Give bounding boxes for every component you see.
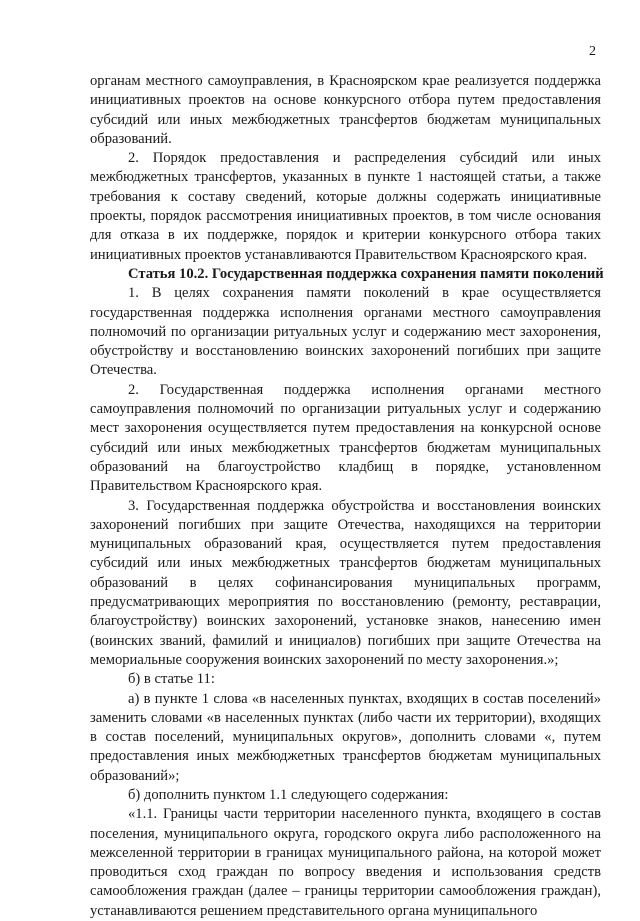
amendment-b-a: а) в пункте 1 слова «в населенных пунктах, входящих в состав поселений» заменить словами «в населенных пунктах (либо части их территории), входящих в состав поселений, муниципальных округов», дополнить словами «, путем предоставления иных межбюджетных трансфертов бюджетам муниципальных образований»; [90,690,601,784]
paragraph-item-2: 2. Порядок предоставления и распределения субсидий или иных межбюджетных трансфертов, указанных в пункте 1 настоящей статьи, а также требования к составу сведений, которые должны содержать инициативные проекты, порядок рассмотрения инициативных проектов, в том числе основания для отказа в их поддержке, порядок и критерии конкурсного отбора таких инициативных проектов устанавливаются Правительством Красноярского края. [90,150,601,263]
document-body [90,72,604,921]
article-paragraph-3: 3. Государственная поддержка обустройства и восстановления воинских захоронений погибших при защите Отечества, находящихся на территории муниципальных образований края, осуществляется путем предоставления субсидий или иных межбюджетных трансфертов бюджетам муниципальных образований в целях софинансирования муниципальных программ, предусматривающих мероприятия по восстановлению (ремонту, реставрации, благоустройству) воинских захоронений, установке знаков, нанесению имен (воинских званий, фамилий и инициалов) погибших при защите Отечества на мемориальные сооружения воинских захоронений по месту захоронения.»; [90,497,601,668]
quote-paragraph-1-1: «1.1. Границы части территории населенного пункта, входящего в состав поселения, муниципального округа, городского округа либо расположенного на межселенной территории в границах муниципального района, на которой может проводиться сход граждан по вопросу введения и использования средств самообложения граждан (далее – границы территории самообложения граждан), устанавливаются решением представительного органа муниципального [90,806,601,919]
article-paragraph-1: 1. В целях сохранения памяти поколений в крае осуществляется государственная поддержка исполнения органами местного самоуправления полномочий по организации ритуальных услуг и содержанию мест захоронения, обустройству и восстановлению воинских захоронений погибших при защите Отечества. [90,285,601,379]
paragraph-intro-continuation: органам местного самоуправления, в Красноярском крае реализуется поддержка инициативных проектов на основе конкурсного отбора путем предоставления субсидий или иных межбюджетных трансфертов бюджетам муниципальных образований. [90,73,601,147]
article-paragraph-2: 2. Государственная поддержка исполнения органами местного самоуправления полномочий по организации ритуальных услуг и содержанию мест захоронения осуществляется путем предоставления на конкурсной основе субсидий или иных межбюджетных трансфертов бюджетам муниципальных образований на благоустройство кладбищ в порядке, установленном Правительством Красноярского края. [90,381,601,495]
amendment-b-b: б) дополнить пунктом 1.1 следующего содержания: [128,786,449,803]
amendment-b: б) в статье 11: [128,671,215,688]
page-number: 2 [589,44,596,59]
article-heading: Статья 10.2. Государственная поддержка сохранения памяти поколений [128,265,604,282]
